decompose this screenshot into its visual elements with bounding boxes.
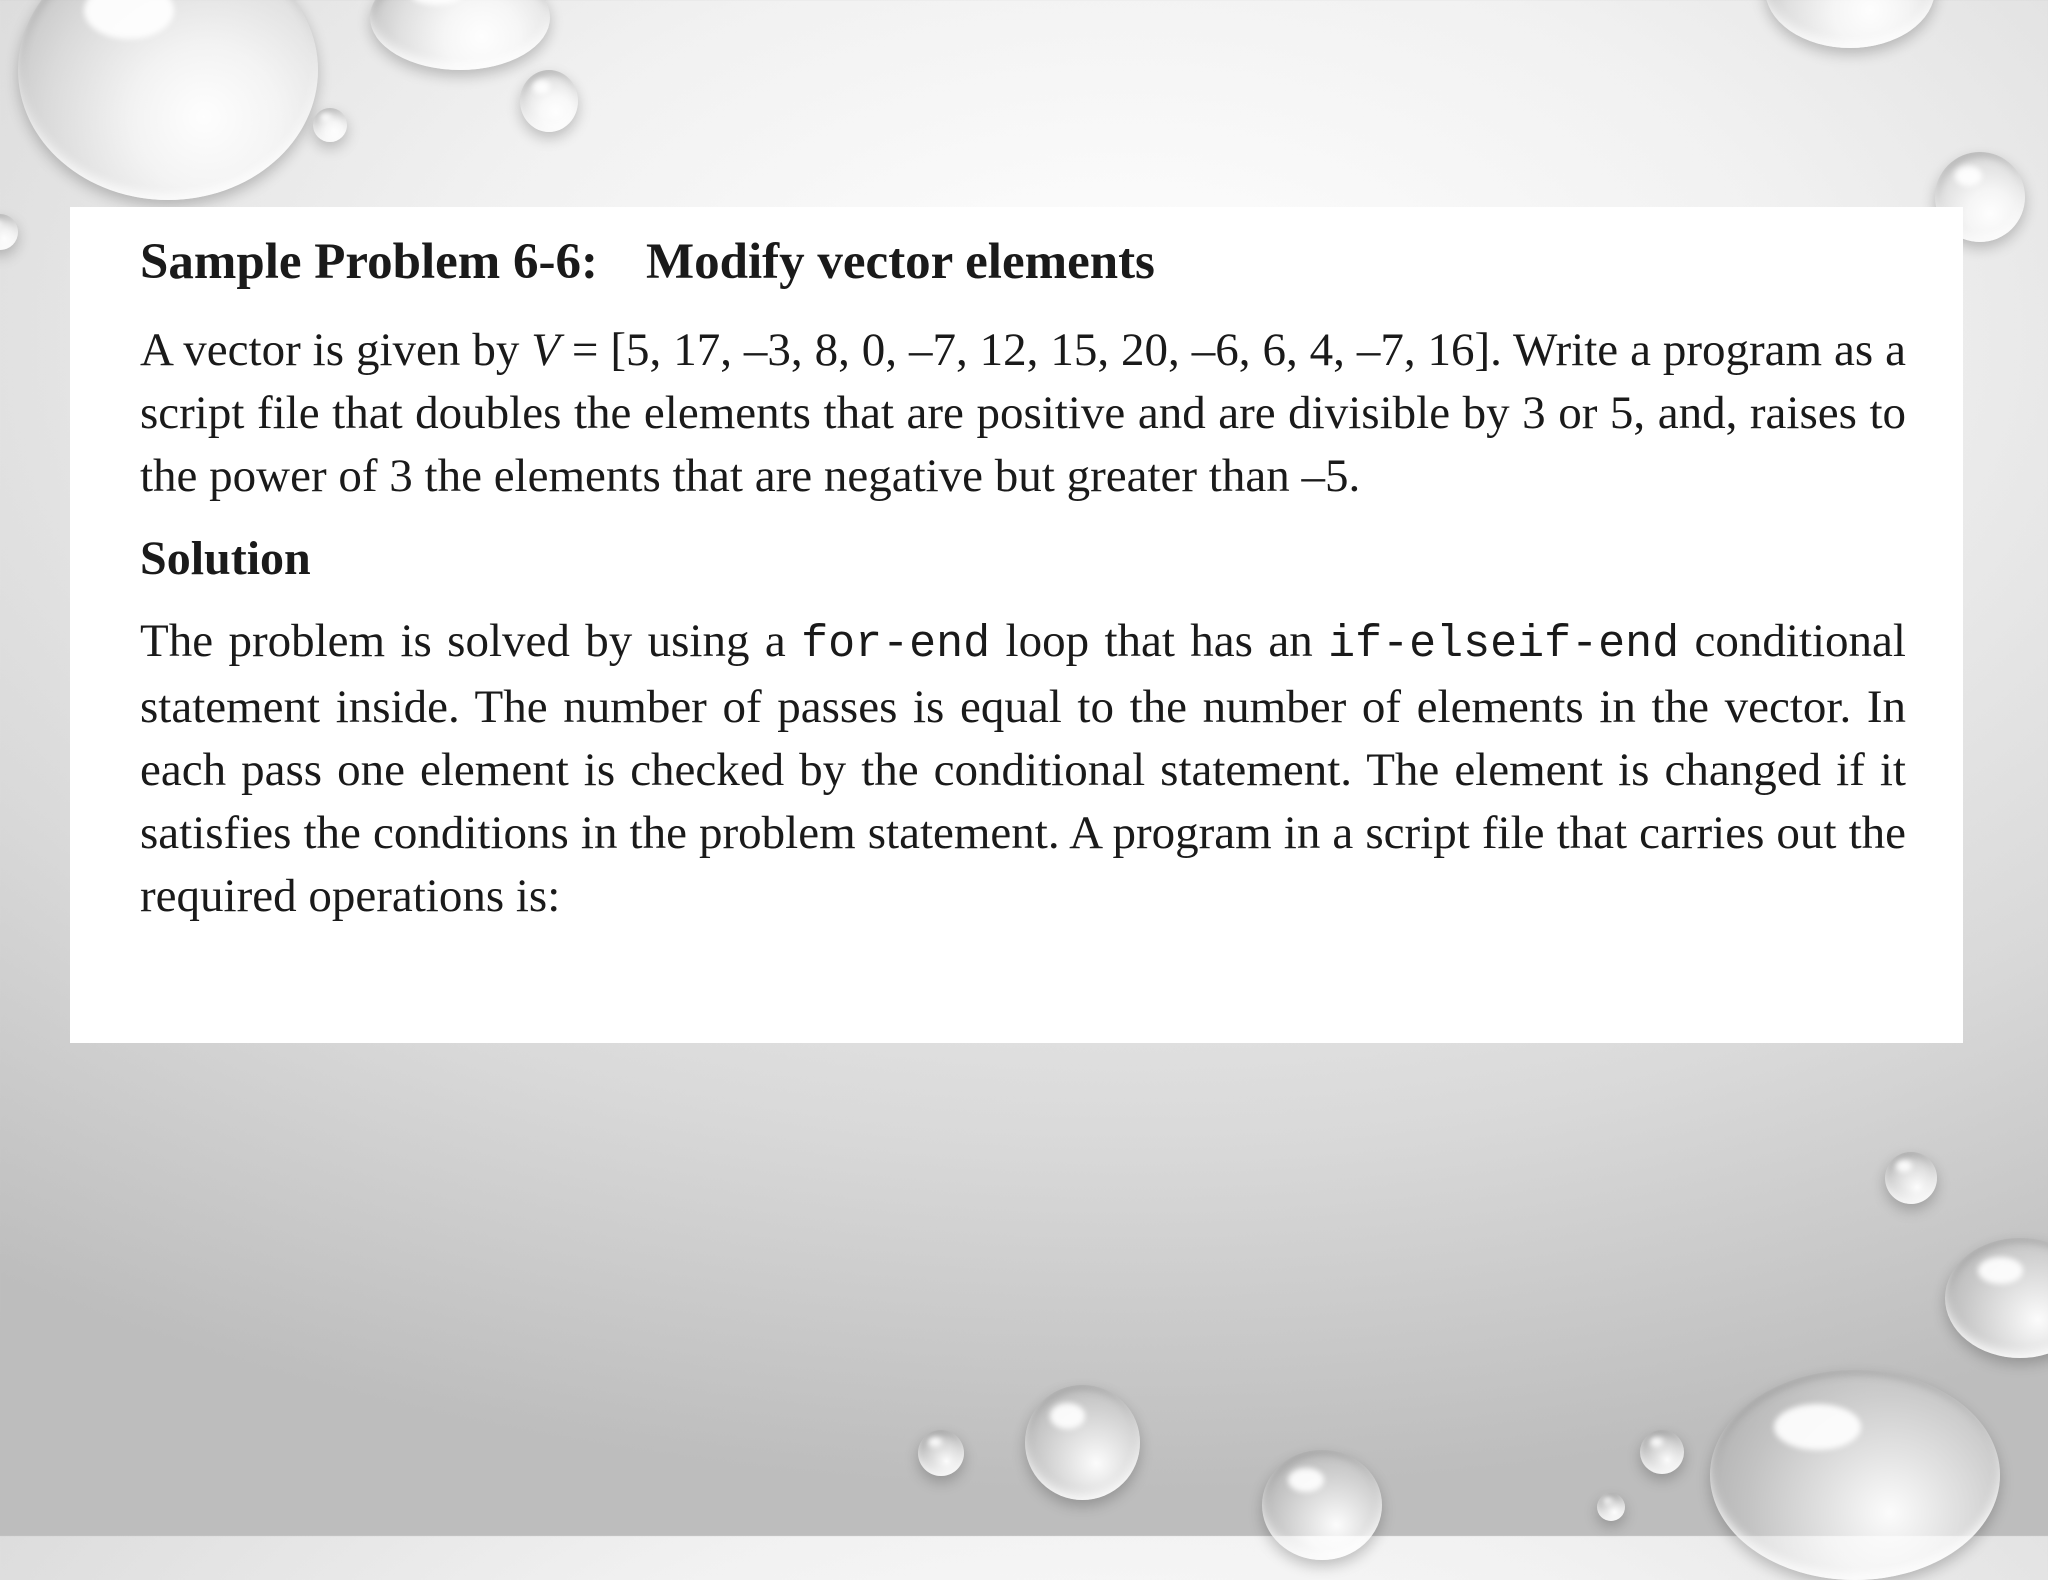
- water-drop: [370, 0, 550, 70]
- solution-text-part: loop that has an: [990, 615, 1329, 667]
- problem-name: Modify vector elements: [646, 234, 1155, 290]
- vector-values: = [5, 17, –3, 8, 0, –7, 12, 15, 20, –6, 6, 4, –7, 16].: [559, 324, 1502, 376]
- problem-label: Sample Problem 6-6:: [140, 234, 599, 290]
- water-drop: [520, 70, 578, 132]
- water-drop: [1262, 1450, 1382, 1560]
- solution-heading: Solution: [140, 532, 311, 585]
- code-if-elseif-end: if-elseif-end: [1328, 619, 1680, 670]
- water-drop: [1885, 1152, 1937, 1204]
- water-drop: [0, 214, 18, 250]
- problem-title: [140, 221, 1906, 303]
- water-drop: [1597, 1493, 1625, 1521]
- solution-text-part: conditional statement inside. The number of passes is equal to the number of elements in the vector. In each pass one element is checked by the conditional statement. The element is changed if it satisfies the conditions in the problem statement. A program in a script file that carries out the required operations is:: [140, 615, 1906, 922]
- water-drop: [1765, 0, 1935, 48]
- vector-variable: V: [531, 324, 560, 376]
- solution-text-part: The problem is solved by using a: [140, 615, 802, 667]
- water-drop: [18, 0, 318, 200]
- water-drop: [1640, 1430, 1684, 1474]
- solution-text: [140, 610, 1906, 928]
- water-drop: [1945, 1238, 2048, 1358]
- water-drop: [1710, 1370, 2000, 1580]
- problem-card: [70, 207, 1963, 1043]
- problem-content: [140, 221, 1906, 928]
- water-drop: [313, 108, 347, 142]
- statement-rest: Write a program as a script file that doubles the elements that are positive and are divisible by 3 or 5, and, raises to the power of 3 the elements that are negative but greater than –5.: [140, 324, 1906, 502]
- statement-prefix: A vector is given by: [140, 324, 532, 376]
- problem-statement: [140, 319, 1906, 508]
- water-drop: [1025, 1385, 1140, 1500]
- code-for-end: for-end: [801, 619, 991, 670]
- water-drop: [918, 1430, 964, 1476]
